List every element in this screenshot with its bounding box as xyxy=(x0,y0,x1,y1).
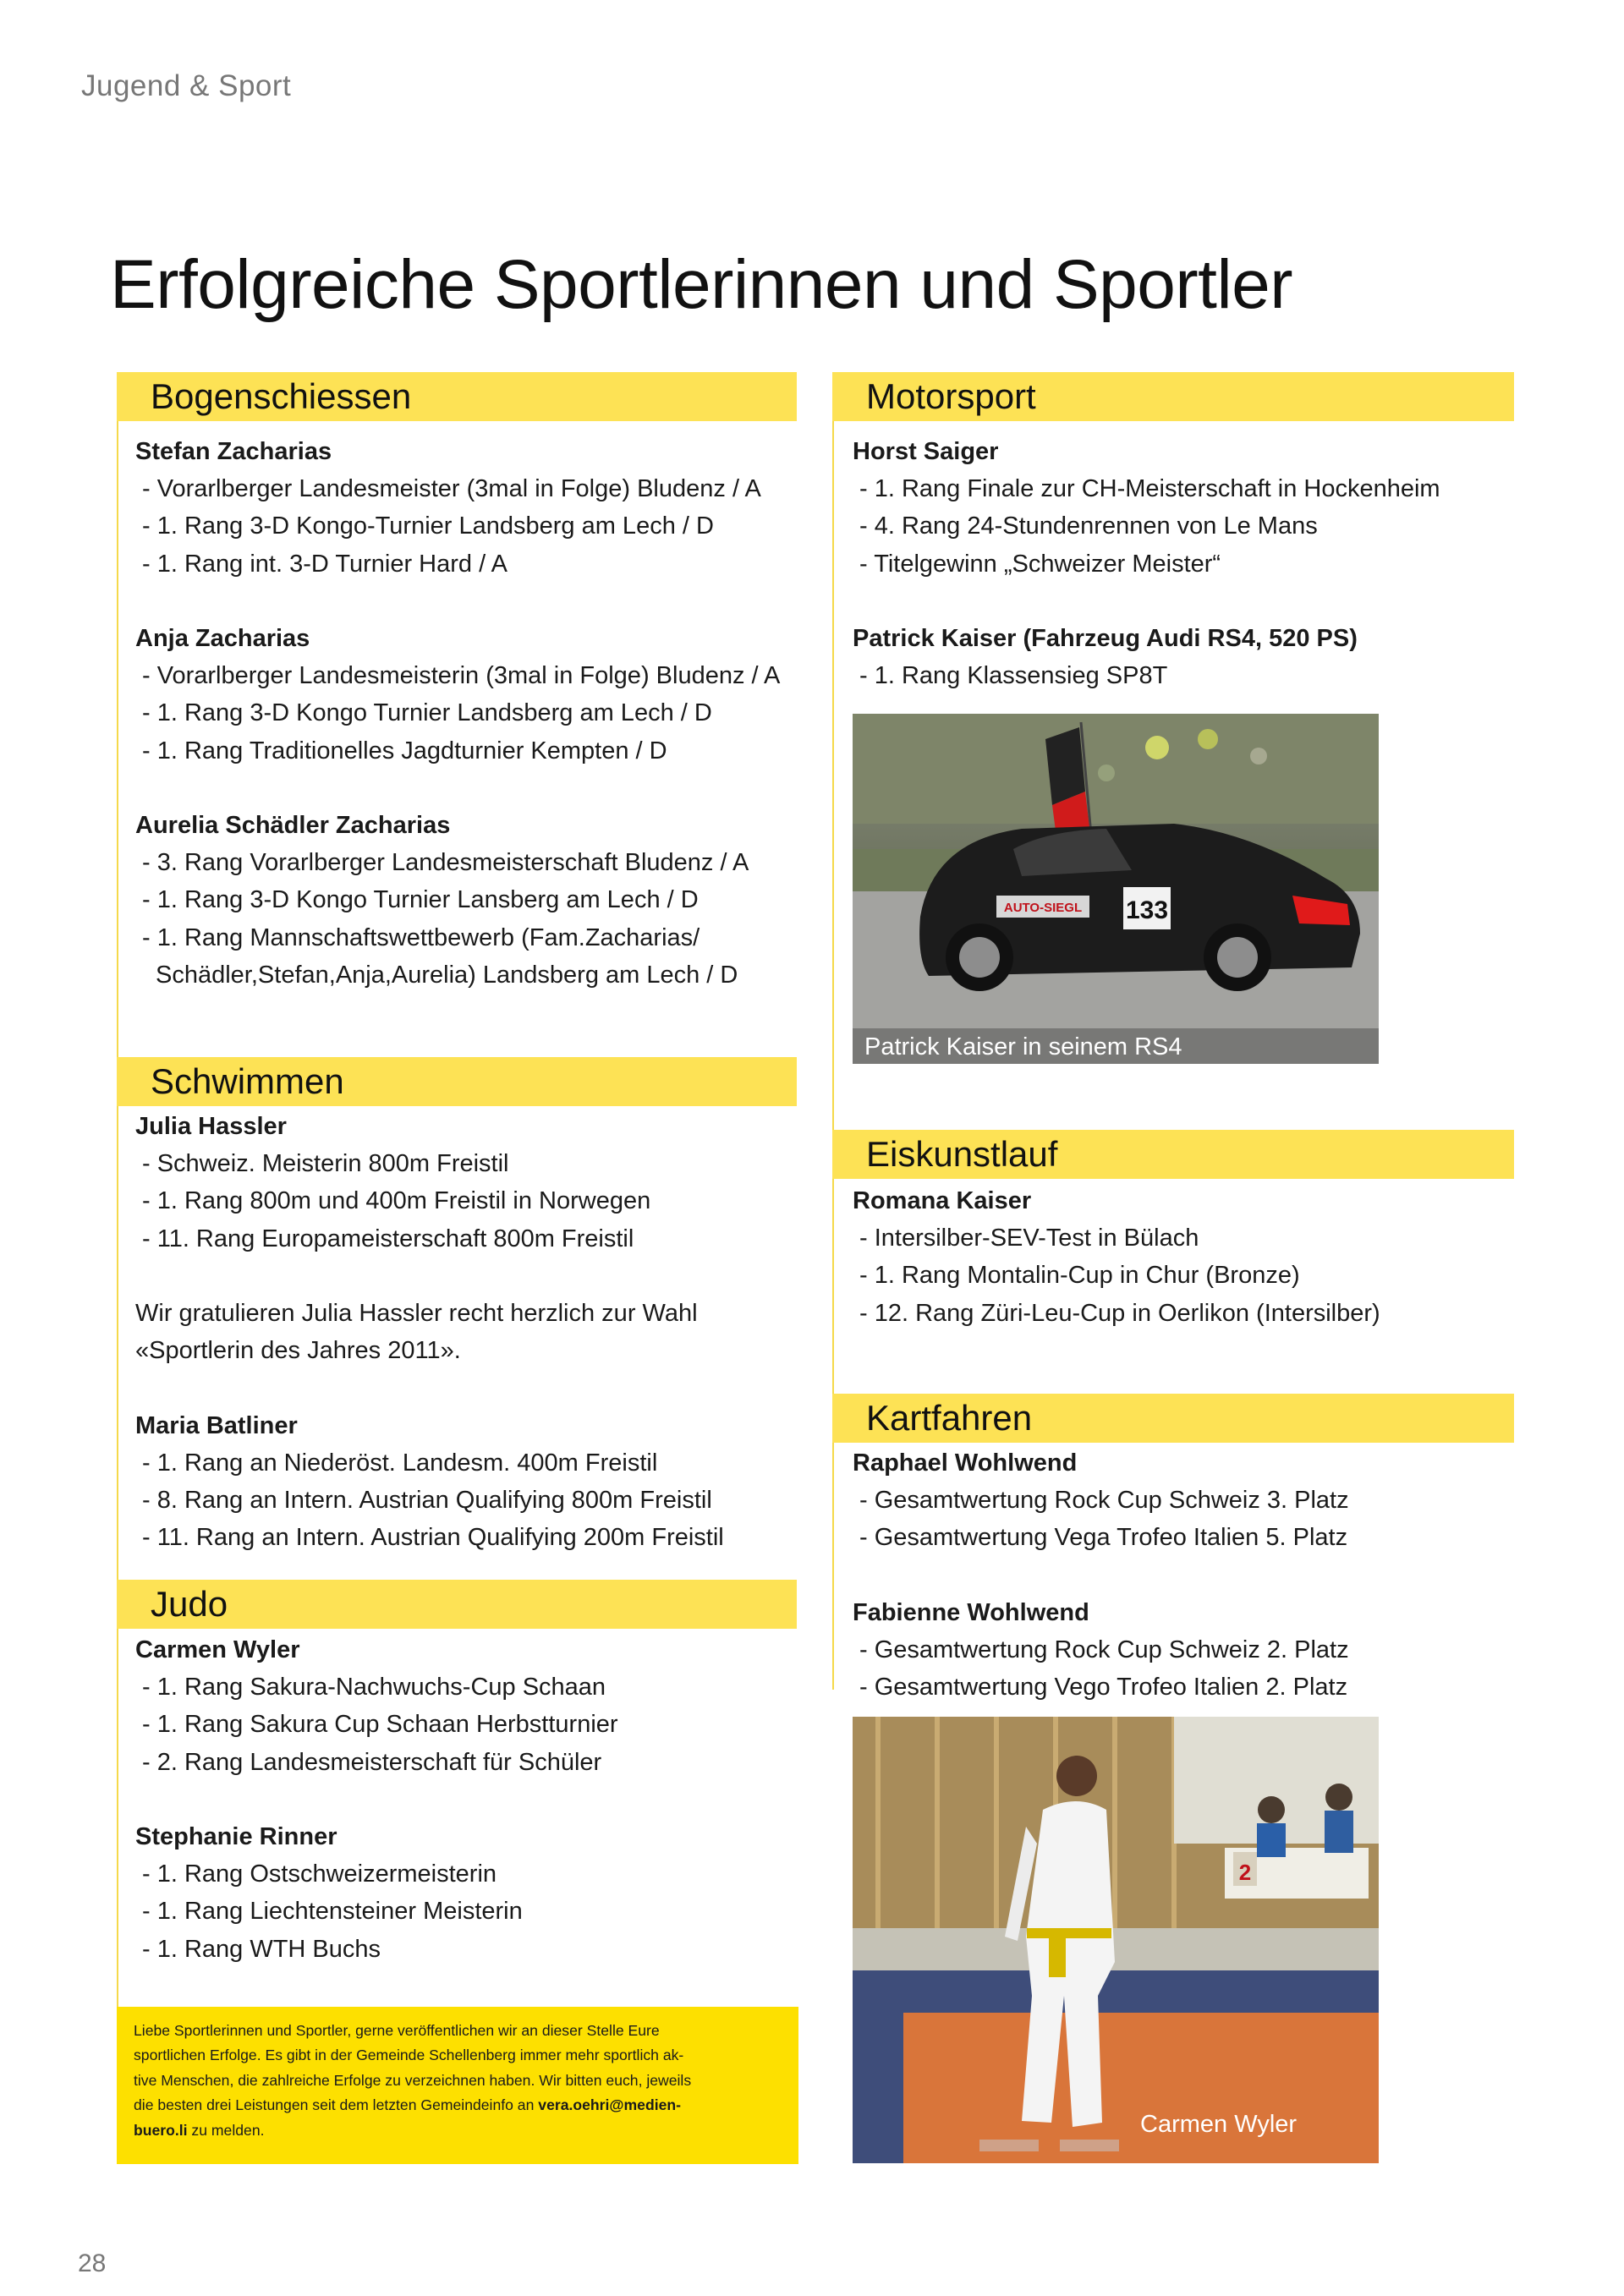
result-line: - 11. Rang Europameisterschaft 800m Freistil xyxy=(142,1225,634,1252)
email-link-part2[interactable]: buero.li xyxy=(134,2121,188,2139)
result-line: - 1. Rang 3-D Kongo Turnier Lansberg am Lech / D xyxy=(142,886,699,914)
kartfahren-results xyxy=(853,1444,1349,1706)
spacer xyxy=(135,1369,724,1406)
result-line: - 1. Rang Sakura Cup Schaan Herbstturnier xyxy=(142,1711,618,1739)
info-line-5 xyxy=(134,2118,782,2143)
result-line: - 1. Rang Ostschweizermeisterin xyxy=(142,1860,497,1888)
scoreboard-number: 2 xyxy=(1238,1860,1252,1885)
schwimmen-results xyxy=(135,1108,724,1556)
spacer xyxy=(135,1781,618,1818)
result-line: - Vorarlberger Landesmeisterin (3mal in Folge) Bludenz / A xyxy=(142,662,781,690)
athlete-name: Romana Kaiser xyxy=(853,1187,1032,1214)
result-line: - Gesamtwertung Vega Trofeo Italien 5. Platz xyxy=(859,1524,1348,1552)
result-line: - 1. Rang Finale zur CH-Meisterschaft in Hockenheim xyxy=(859,475,1440,503)
spacer xyxy=(853,583,1440,620)
info-line-5-text: zu melden. xyxy=(187,2121,265,2139)
result-line: - Gesamtwertung Rock Cup Schweiz 2. Platz xyxy=(859,1636,1349,1663)
car-sponsor-text: AUTO-SIEGL xyxy=(1003,901,1083,915)
motorsport-results xyxy=(853,433,1440,694)
info-line-1: Liebe Sportlerinnen und Sportler, gerne veröffentlichen wir an dieser Stelle Eure xyxy=(134,2022,660,2039)
judo-results xyxy=(135,1631,618,1968)
section-heading-judo: Judo xyxy=(117,1580,797,1629)
result-line: - Intersilber-SEV-Test in Bülach xyxy=(859,1225,1199,1252)
result-line: - 12. Rang Züri-Leu-Cup in Oerlikon (Intersilber) xyxy=(859,1299,1380,1327)
page-title: Erfolgreiche Sportlerinnen und Sportler xyxy=(110,246,1293,323)
result-line: - Gesamtwertung Vego Trofeo Italien 2. Platz xyxy=(859,1674,1348,1701)
spacer xyxy=(135,583,780,620)
eiskunstlauf-results xyxy=(853,1182,1380,1332)
result-line: - Vorarlberger Landesmeister (3mal in Folge) Bludenz / A xyxy=(142,475,761,503)
info-line-3: tive Menschen, die zahlreiche Erfolge zu verzeichnen haben. Wir bitten euch, jeweils xyxy=(134,2071,692,2089)
note-line: Wir gratulieren Julia Hassler recht herzlich zur Wahl xyxy=(135,1300,698,1327)
athlete-name: Raphael Wohlwend xyxy=(853,1449,1078,1477)
race-car-photo xyxy=(853,714,1379,1064)
result-line: - 2. Rang Landesmeisterschaft für Schüler xyxy=(142,1748,602,1776)
athlete-name: Carmen Wyler xyxy=(135,1636,300,1663)
result-line: - 1. Rang Mannschaftswettbewerb (Fam.Zacharias/ xyxy=(142,923,700,951)
result-line: - 1. Rang Traditionelles Jagdturnier Kempten / D xyxy=(142,737,667,764)
athlete-name: Fabienne Wohlwend xyxy=(853,1598,1089,1626)
result-line: - Titelgewinn „Schweizer Meister“ xyxy=(859,550,1221,578)
result-line: - 1. Rang int. 3-D Turnier Hard / A xyxy=(142,550,508,578)
left-column-rule xyxy=(117,421,118,2163)
result-line: - 1. Rang 3-D Kongo-Turnier Landsberg am Lech / D xyxy=(142,512,714,540)
info-line-2: sportlichen Erfolge. Es gibt in der Gemeinde Schellenberg immer mehr sportlich ak- xyxy=(134,2047,684,2064)
info-line-4-text: die besten drei Leistungen seit dem letzten Gemeindeinfo an xyxy=(134,2096,539,2114)
spacer xyxy=(853,1557,1349,1594)
result-line: - 11. Rang an Intern. Austrian Qualifying 200m Freistil xyxy=(142,1524,724,1552)
info-line-4 xyxy=(134,2093,782,2118)
car-number: 133 xyxy=(1125,896,1169,924)
result-line: - 4. Rang 24-Stundenrennen von Le Mans xyxy=(859,512,1318,540)
bogenschiessen-results xyxy=(135,433,780,994)
result-line: - 1. Rang Montalin-Cup in Chur (Bronze) xyxy=(859,1262,1300,1290)
spacer xyxy=(135,1258,724,1295)
info-box xyxy=(117,2007,798,2164)
athlete-name: Stephanie Rinner xyxy=(135,1823,337,1850)
athlete-name: Maria Batliner xyxy=(135,1411,298,1439)
section-heading-eiskunstlauf: Eiskunstlauf xyxy=(832,1130,1514,1179)
header-section-label: Jugend & Sport xyxy=(81,69,292,102)
note-line: «Sportlerin des Jahres 2011». xyxy=(135,1337,461,1365)
section-heading-schwimmen: Schwimmen xyxy=(117,1057,797,1106)
result-line: - 1. Rang Klassensieg SP8T xyxy=(859,662,1168,690)
result-line: Schädler,Stefan,Anja,Aurelia) Landsberg am Lech / D xyxy=(156,961,738,989)
result-line: - 1. Rang Liechtensteiner Meisterin xyxy=(142,1898,523,1926)
race-car-caption: Patrick Kaiser in seinem RS4 xyxy=(864,1033,1182,1060)
athlete-name: Aurelia Schädler Zacharias xyxy=(135,812,451,839)
race-car-illustration xyxy=(853,714,1379,1064)
result-line: - Schweiz. Meisterin 800m Freistil xyxy=(142,1150,509,1178)
athlete-name: Horst Saiger xyxy=(853,438,999,465)
result-line: - 1. Rang 3-D Kongo Turnier Landsberg am Lech / D xyxy=(142,699,712,727)
section-heading-bogenschiessen: Bogenschiessen xyxy=(117,372,797,421)
result-line: - 8. Rang an Intern. Austrian Qualifying 800m Freistil xyxy=(142,1487,712,1514)
right-column-rule xyxy=(832,421,834,1690)
athlete-name: Anja Zacharias xyxy=(135,625,310,652)
result-line: - 1. Rang an Niederöst. Landesm. 400m Freistil xyxy=(142,1449,658,1477)
result-line: - Gesamtwertung Rock Cup Schweiz 3. Platz xyxy=(859,1487,1349,1515)
athlete-name: Julia Hassler xyxy=(135,1113,287,1140)
athlete-name: Patrick Kaiser (Fahrzeug Audi RS4, 520 PS) xyxy=(853,625,1358,652)
judo-caption: Carmen Wyler xyxy=(1140,2111,1298,2138)
section-heading-kartfahren: Kartfahren xyxy=(832,1394,1514,1443)
spacer xyxy=(135,770,780,807)
page-number: 28 xyxy=(78,2249,107,2277)
result-line: - 1. Rang 800m und 400m Freistil in Norwegen xyxy=(142,1187,651,1215)
athlete-name: Stefan Zacharias xyxy=(135,438,332,465)
section-heading-motorsport: Motorsport xyxy=(832,372,1514,421)
judo-photo xyxy=(853,1717,1379,2163)
result-line: - 1. Rang WTH Buchs xyxy=(142,1935,381,1963)
result-line: - 3. Rang Vorarlberger Landesmeisterschaft Bludenz / A xyxy=(142,849,749,877)
email-link-part1[interactable]: vera.oehri@medien- xyxy=(538,2096,681,2114)
judo-illustration xyxy=(853,1717,1379,2163)
result-line: - 1. Rang Sakura-Nachwuchs-Cup Schaan xyxy=(142,1674,606,1701)
